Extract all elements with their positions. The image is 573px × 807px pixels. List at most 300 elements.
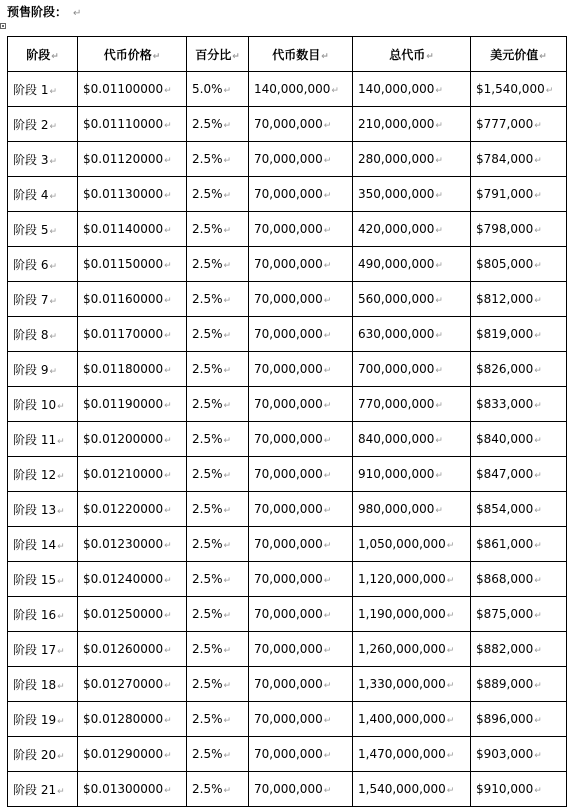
- cell-text: $896,000: [476, 712, 534, 726]
- cell-stage[interactable]: [8, 632, 78, 667]
- cell-stage[interactable]: [8, 142, 78, 177]
- cell-stage[interactable]: [8, 177, 78, 212]
- cell-text: 1,470,000,000: [358, 747, 446, 761]
- cell-percentage[interactable]: [187, 317, 249, 352]
- cell-text: $0.01180000: [83, 362, 164, 376]
- cell-end-mark-icon: ↵: [49, 226, 57, 237]
- cell-text: 70,000,000: [254, 257, 323, 271]
- cell-end-mark-icon: ↵: [435, 471, 443, 481]
- cell-text: $826,000: [476, 362, 534, 376]
- cell-token-amount[interactable]: [249, 422, 353, 457]
- table-row: [8, 492, 567, 527]
- cell-end-mark-icon: ↵: [57, 786, 65, 797]
- cell-percentage[interactable]: [187, 737, 249, 772]
- table-row: [8, 772, 567, 807]
- cell-usd-value[interactable]: [471, 562, 567, 597]
- cell-stage[interactable]: [8, 562, 78, 597]
- cell-text: 70,000,000: [254, 502, 323, 516]
- cell-text: $0.01120000: [83, 152, 164, 166]
- table-row: [8, 422, 567, 457]
- cell-end-mark-icon: ↵: [323, 366, 332, 376]
- cell-total-tokens[interactable]: [353, 667, 471, 702]
- cell-usd-value[interactable]: [471, 667, 567, 702]
- cell-text: 70,000,000: [254, 362, 323, 376]
- cell-end-mark-icon: ↵: [323, 786, 332, 796]
- cell-text: $805,000: [476, 257, 534, 271]
- cell-percentage[interactable]: [187, 422, 249, 457]
- cell-stage[interactable]: [8, 212, 78, 247]
- cell-token-price[interactable]: [78, 387, 187, 422]
- cell-text: 70,000,000: [254, 677, 323, 691]
- cell-total-tokens[interactable]: [353, 492, 471, 527]
- cell-end-mark-icon: ↵: [534, 296, 542, 306]
- cell-end-mark-icon: ↵: [435, 506, 443, 516]
- cell-text: 5.0%: [192, 82, 223, 96]
- cell-percentage[interactable]: [187, 352, 249, 387]
- cell-end-mark-icon: ↵: [57, 541, 65, 552]
- cell-stage[interactable]: [8, 737, 78, 772]
- cell-end-mark-icon: ↵: [164, 751, 172, 761]
- cell-text: 70,000,000: [254, 187, 323, 201]
- cell-token-price[interactable]: [78, 212, 187, 247]
- cell-end-mark-icon: ↵: [323, 226, 332, 236]
- cell-token-amount[interactable]: [249, 597, 353, 632]
- cell-token-price[interactable]: [78, 597, 187, 632]
- cell-text: $0.01260000: [83, 642, 164, 656]
- cell-percentage[interactable]: [187, 282, 249, 317]
- column-header-total-tokens[interactable]: 总代币↵: [353, 37, 471, 72]
- cell-percentage[interactable]: [187, 107, 249, 142]
- cell-end-mark-icon: ↵: [57, 401, 65, 412]
- table-row: [8, 107, 567, 142]
- cell-end-mark-icon: ↵: [49, 296, 57, 307]
- cell-text: $847,000: [476, 467, 534, 481]
- cell-token-amount[interactable]: [249, 317, 353, 352]
- cell-total-tokens[interactable]: [353, 632, 471, 667]
- cell-percentage[interactable]: [187, 562, 249, 597]
- cell-text: 70,000,000: [254, 537, 323, 551]
- cell-text: 2.5%: [192, 607, 223, 621]
- cell-total-tokens[interactable]: [353, 457, 471, 492]
- cell-text: 2.5%: [192, 362, 223, 376]
- cell-token-price[interactable]: [78, 702, 187, 737]
- cell-percentage[interactable]: [187, 212, 249, 247]
- cell-end-mark-icon: ↵: [223, 366, 232, 376]
- cell-usd-value[interactable]: [471, 247, 567, 282]
- cell-token-amount[interactable]: [249, 72, 353, 107]
- cell-usd-value[interactable]: [471, 212, 567, 247]
- cell-total-tokens[interactable]: [353, 387, 471, 422]
- cell-total-tokens[interactable]: [353, 177, 471, 212]
- cell-token-price[interactable]: [78, 562, 187, 597]
- cell-end-mark-icon: ↵: [323, 646, 332, 656]
- cell-text: 阶段 16: [13, 607, 57, 622]
- cell-end-mark-icon: ↵: [164, 121, 172, 131]
- cell-usd-value[interactable]: [471, 282, 567, 317]
- cell-stage[interactable]: [8, 107, 78, 142]
- cell-end-mark-icon: ↵: [223, 611, 232, 621]
- cell-text: $798,000: [476, 222, 534, 236]
- cell-text: 阶段 10: [13, 397, 57, 412]
- cell-stage[interactable]: [8, 72, 78, 107]
- cell-end-mark-icon: ↵: [435, 121, 443, 131]
- cell-token-amount[interactable]: [249, 387, 353, 422]
- table-row: [8, 212, 567, 247]
- cell-end-mark-icon: ↵: [435, 436, 443, 446]
- cell-token-amount[interactable]: [249, 772, 353, 807]
- cell-text: 2.5%: [192, 222, 223, 236]
- table-header-row: [8, 37, 567, 72]
- cell-usd-value[interactable]: [471, 632, 567, 667]
- cell-text: 1,330,000,000: [358, 677, 446, 691]
- cell-text: 140,000,000: [358, 82, 435, 96]
- cell-text: 70,000,000: [254, 117, 323, 131]
- cell-percentage[interactable]: [187, 492, 249, 527]
- cell-token-price[interactable]: [78, 107, 187, 142]
- cell-end-mark-icon: ↵: [534, 156, 542, 166]
- cell-token-amount[interactable]: [249, 457, 353, 492]
- cell-end-mark-icon: ↵: [534, 261, 542, 271]
- cell-total-tokens[interactable]: [353, 772, 471, 807]
- cell-text: 2.5%: [192, 152, 223, 166]
- cell-end-mark-icon: ↵: [164, 611, 172, 621]
- cell-stage[interactable]: [8, 597, 78, 632]
- cell-total-tokens[interactable]: [353, 527, 471, 562]
- cell-text: 630,000,000: [358, 327, 435, 341]
- cell-percentage[interactable]: [187, 702, 249, 737]
- cell-total-tokens[interactable]: [353, 737, 471, 772]
- cell-stage[interactable]: [8, 387, 78, 422]
- cell-end-mark-icon: ↵: [323, 261, 332, 271]
- cell-end-mark-icon: ↵: [446, 576, 455, 586]
- cell-usd-value[interactable]: [471, 317, 567, 352]
- cell-text: 70,000,000: [254, 782, 323, 796]
- cell-total-tokens[interactable]: [353, 597, 471, 632]
- cell-end-mark-icon: ↵: [446, 646, 455, 656]
- cell-token-amount[interactable]: [249, 667, 353, 702]
- cell-token-price[interactable]: [78, 282, 187, 317]
- cell-text: 阶段 8: [13, 327, 49, 342]
- cell-end-mark-icon: ↵: [164, 401, 172, 411]
- cell-token-price[interactable]: [78, 667, 187, 702]
- cell-end-mark-icon: ↵: [49, 121, 57, 132]
- cell-text: 770,000,000: [358, 397, 435, 411]
- cell-end-mark-icon: ↵: [323, 506, 332, 516]
- cell-text: $861,000: [476, 537, 534, 551]
- cell-token-amount[interactable]: [249, 527, 353, 562]
- cell-text: $868,000: [476, 572, 534, 586]
- cell-usd-value[interactable]: [471, 597, 567, 632]
- column-header-token-price[interactable]: 代币价格↵: [78, 37, 187, 72]
- column-header-percentage[interactable]: 百分比↵: [187, 37, 249, 72]
- cell-end-mark-icon: ↵: [323, 156, 332, 166]
- cell-total-tokens[interactable]: [353, 352, 471, 387]
- cell-text: 2.5%: [192, 187, 223, 201]
- cell-stage[interactable]: [8, 422, 78, 457]
- cell-text: $0.01210000: [83, 467, 164, 481]
- table-row: [8, 317, 567, 352]
- column-header-stage[interactable]: 阶段↵: [8, 37, 78, 72]
- cell-text: 1,260,000,000: [358, 642, 446, 656]
- cell-end-mark-icon: ↵: [534, 331, 542, 341]
- cell-percentage[interactable]: [187, 142, 249, 177]
- cell-end-mark-icon: ↵: [446, 541, 455, 551]
- cell-total-tokens[interactable]: [353, 702, 471, 737]
- cell-text: 阶段 2: [13, 117, 49, 132]
- cell-end-mark-icon: ↵: [49, 331, 57, 342]
- cell-stage[interactable]: [8, 317, 78, 352]
- cell-end-mark-icon: ↵: [49, 191, 57, 202]
- cell-end-mark-icon: ↵: [435, 331, 443, 341]
- cell-text: 280,000,000: [358, 152, 435, 166]
- cell-token-price[interactable]: [78, 527, 187, 562]
- cell-end-mark-icon: ↵: [164, 296, 172, 306]
- cell-end-mark-icon: ↵: [545, 86, 554, 96]
- table-move-handle-icon[interactable]: [0, 23, 6, 29]
- cell-token-amount[interactable]: [249, 702, 353, 737]
- cell-end-mark-icon: ↵: [152, 51, 161, 62]
- cell-end-mark-icon: ↵: [57, 576, 65, 587]
- cell-end-mark-icon: ↵: [164, 506, 172, 516]
- cell-text: 70,000,000: [254, 467, 323, 481]
- cell-total-tokens[interactable]: [353, 317, 471, 352]
- cell-token-amount[interactable]: [249, 632, 353, 667]
- cell-text: 阶段 7: [13, 292, 49, 307]
- cell-end-mark-icon: ↵: [331, 86, 339, 96]
- cell-token-amount[interactable]: [249, 212, 353, 247]
- cell-end-mark-icon: ↵: [223, 261, 232, 271]
- cell-text: 560,000,000: [358, 292, 435, 306]
- cell-text: 阶段 15: [13, 572, 57, 587]
- cell-text: 2.5%: [192, 677, 223, 691]
- cell-end-mark-icon: ↵: [164, 541, 172, 551]
- cell-text: 1,540,000,000: [358, 782, 446, 796]
- cell-stage[interactable]: [8, 772, 78, 807]
- cell-token-amount[interactable]: [249, 247, 353, 282]
- cell-text: 70,000,000: [254, 607, 323, 621]
- cell-token-price[interactable]: [78, 632, 187, 667]
- cell-total-tokens[interactable]: [353, 72, 471, 107]
- cell-end-mark-icon: ↵: [223, 121, 232, 131]
- cell-text: $0.01140000: [83, 222, 164, 236]
- cell-end-mark-icon: ↵: [49, 86, 57, 97]
- cell-token-amount[interactable]: [249, 562, 353, 597]
- cell-end-mark-icon: ↵: [534, 226, 542, 236]
- cell-percentage[interactable]: [187, 597, 249, 632]
- cell-end-mark-icon: ↵: [323, 191, 332, 201]
- cell-end-mark-icon: ↵: [446, 716, 455, 726]
- cell-usd-value[interactable]: [471, 107, 567, 142]
- cell-end-mark-icon: ↵: [534, 121, 542, 131]
- cell-percentage[interactable]: [187, 772, 249, 807]
- cell-percentage[interactable]: [187, 177, 249, 212]
- cell-stage[interactable]: [8, 247, 78, 282]
- cell-text: 1,120,000,000: [358, 572, 446, 586]
- cell-end-mark-icon: ↵: [534, 366, 542, 376]
- cell-text: 1,400,000,000: [358, 712, 446, 726]
- cell-end-mark-icon: ↵: [534, 611, 542, 621]
- cell-text: 阶段 5: [13, 222, 49, 237]
- cell-text: $791,000: [476, 187, 534, 201]
- cell-text: 70,000,000: [254, 222, 323, 236]
- cell-percentage[interactable]: [187, 527, 249, 562]
- cell-usd-value[interactable]: [471, 702, 567, 737]
- cell-text: $0.01130000: [83, 187, 164, 201]
- cell-stage[interactable]: [8, 457, 78, 492]
- cell-percentage[interactable]: [187, 387, 249, 422]
- cell-text: $0.01100000: [83, 82, 164, 96]
- cell-stage[interactable]: [8, 352, 78, 387]
- cell-end-mark-icon: ↵: [323, 436, 332, 446]
- cell-end-mark-icon: ↵: [223, 401, 232, 411]
- cell-text: $910,000: [476, 782, 534, 796]
- cell-text: 2.5%: [192, 397, 223, 411]
- cell-text: $0.01230000: [83, 537, 164, 551]
- cell-text: 2.5%: [192, 502, 223, 516]
- cell-total-tokens[interactable]: [353, 247, 471, 282]
- cell-text: $0.01290000: [83, 747, 164, 761]
- cell-usd-value[interactable]: [471, 177, 567, 212]
- cell-percentage[interactable]: [187, 632, 249, 667]
- cell-token-price[interactable]: [78, 352, 187, 387]
- cell-end-mark-icon: ↵: [223, 786, 232, 796]
- cell-text: 70,000,000: [254, 572, 323, 586]
- cell-total-tokens[interactable]: [353, 212, 471, 247]
- cell-text: 70,000,000: [254, 292, 323, 306]
- column-header-token-amount[interactable]: 代币数目↵: [249, 37, 353, 72]
- cell-text: $903,000: [476, 747, 534, 761]
- cell-end-mark-icon: ↵: [323, 331, 332, 341]
- cell-text: 阶段 11: [13, 432, 57, 447]
- cell-usd-value[interactable]: [471, 142, 567, 177]
- cell-text: $1,540,000: [476, 82, 545, 96]
- cell-total-tokens[interactable]: [353, 282, 471, 317]
- cell-token-price[interactable]: [78, 492, 187, 527]
- cell-end-mark-icon: ↵: [164, 226, 172, 236]
- cell-text: $812,000: [476, 292, 534, 306]
- cell-end-mark-icon: ↵: [435, 156, 443, 166]
- cell-text: $0.01150000: [83, 257, 164, 271]
- cell-token-amount[interactable]: [249, 142, 353, 177]
- cell-token-amount[interactable]: [249, 737, 353, 772]
- cell-end-mark-icon: ↵: [534, 576, 542, 586]
- cell-text: $0.01270000: [83, 677, 164, 691]
- cell-token-amount[interactable]: [249, 492, 353, 527]
- cell-text: 70,000,000: [254, 152, 323, 166]
- cell-text: $882,000: [476, 642, 534, 656]
- cell-end-mark-icon: ↵: [164, 786, 172, 796]
- cell-token-price[interactable]: [78, 177, 187, 212]
- cell-percentage[interactable]: [187, 247, 249, 282]
- cell-end-mark-icon: ↵: [534, 716, 542, 726]
- cell-end-mark-icon: ↵: [164, 86, 172, 96]
- cell-end-mark-icon: ↵: [57, 506, 65, 517]
- table-row: [8, 597, 567, 632]
- cell-stage[interactable]: [8, 702, 78, 737]
- cell-text: $0.01190000: [83, 397, 164, 411]
- cell-end-mark-icon: ↵: [323, 121, 332, 131]
- cell-token-price[interactable]: [78, 317, 187, 352]
- cell-token-amount[interactable]: [249, 107, 353, 142]
- cell-percentage[interactable]: [187, 667, 249, 702]
- cell-text: 阶段 13: [13, 502, 57, 517]
- cell-usd-value[interactable]: [471, 387, 567, 422]
- cell-end-mark-icon: ↵: [323, 716, 332, 726]
- cell-end-mark-icon: ↵: [223, 576, 232, 586]
- cell-end-mark-icon: ↵: [164, 646, 172, 656]
- cell-end-mark-icon: ↵: [223, 156, 232, 166]
- cell-usd-value[interactable]: [471, 492, 567, 527]
- cell-text: 2.5%: [192, 642, 223, 656]
- cell-end-mark-icon: ↵: [534, 471, 542, 481]
- cell-text: $0.01170000: [83, 327, 164, 341]
- cell-stage[interactable]: [8, 527, 78, 562]
- cell-percentage[interactable]: [187, 457, 249, 492]
- cell-token-amount[interactable]: [249, 177, 353, 212]
- cell-token-amount[interactable]: [249, 352, 353, 387]
- cell-text: 2.5%: [192, 572, 223, 586]
- cell-text: 2.5%: [192, 467, 223, 481]
- cell-stage[interactable]: [8, 282, 78, 317]
- cell-stage[interactable]: [8, 492, 78, 527]
- cell-token-price[interactable]: [78, 142, 187, 177]
- cell-text: $0.01200000: [83, 432, 164, 446]
- cell-percentage[interactable]: [187, 72, 249, 107]
- cell-token-price[interactable]: [78, 422, 187, 457]
- cell-usd-value[interactable]: [471, 527, 567, 562]
- cell-end-mark-icon: ↵: [534, 541, 542, 551]
- cell-text: 1,050,000,000: [358, 537, 446, 551]
- table-row: [8, 177, 567, 212]
- cell-end-mark-icon: ↵: [435, 86, 443, 96]
- cell-usd-value[interactable]: [471, 457, 567, 492]
- cell-usd-value[interactable]: [471, 737, 567, 772]
- cell-token-amount[interactable]: [249, 282, 353, 317]
- cell-end-mark-icon: ↵: [164, 331, 172, 341]
- cell-text: 70,000,000: [254, 642, 323, 656]
- cell-token-price[interactable]: [78, 72, 187, 107]
- cell-usd-value[interactable]: [471, 72, 567, 107]
- section-heading: [7, 3, 81, 21]
- cell-usd-value[interactable]: [471, 352, 567, 387]
- cell-end-mark-icon: ↵: [534, 751, 542, 761]
- cell-end-mark-icon: ↵: [446, 751, 455, 761]
- cell-usd-value[interactable]: [471, 422, 567, 457]
- cell-end-mark-icon: ↵: [323, 401, 332, 411]
- column-header-usd-value[interactable]: 美元价值↵: [471, 37, 567, 72]
- cell-token-price[interactable]: [78, 247, 187, 282]
- cell-token-price[interactable]: [78, 737, 187, 772]
- cell-total-tokens[interactable]: [353, 422, 471, 457]
- cell-usd-value[interactable]: [471, 772, 567, 807]
- cell-token-price[interactable]: [78, 457, 187, 492]
- table-row: [8, 562, 567, 597]
- cell-end-mark-icon: ↵: [426, 51, 434, 62]
- cell-total-tokens[interactable]: [353, 107, 471, 142]
- cell-end-mark-icon: ↵: [164, 716, 172, 726]
- cell-end-mark-icon: ↵: [164, 681, 172, 691]
- cell-text: 490,000,000: [358, 257, 435, 271]
- cell-total-tokens[interactable]: [353, 562, 471, 597]
- cell-end-mark-icon: ↵: [435, 261, 443, 271]
- cell-token-price[interactable]: [78, 772, 187, 807]
- cell-stage[interactable]: [8, 667, 78, 702]
- table-row: [8, 702, 567, 737]
- table-row: [8, 247, 567, 282]
- cell-end-mark-icon: ↵: [223, 716, 232, 726]
- cell-text: 阶段 18: [13, 677, 57, 692]
- cell-total-tokens[interactable]: [353, 142, 471, 177]
